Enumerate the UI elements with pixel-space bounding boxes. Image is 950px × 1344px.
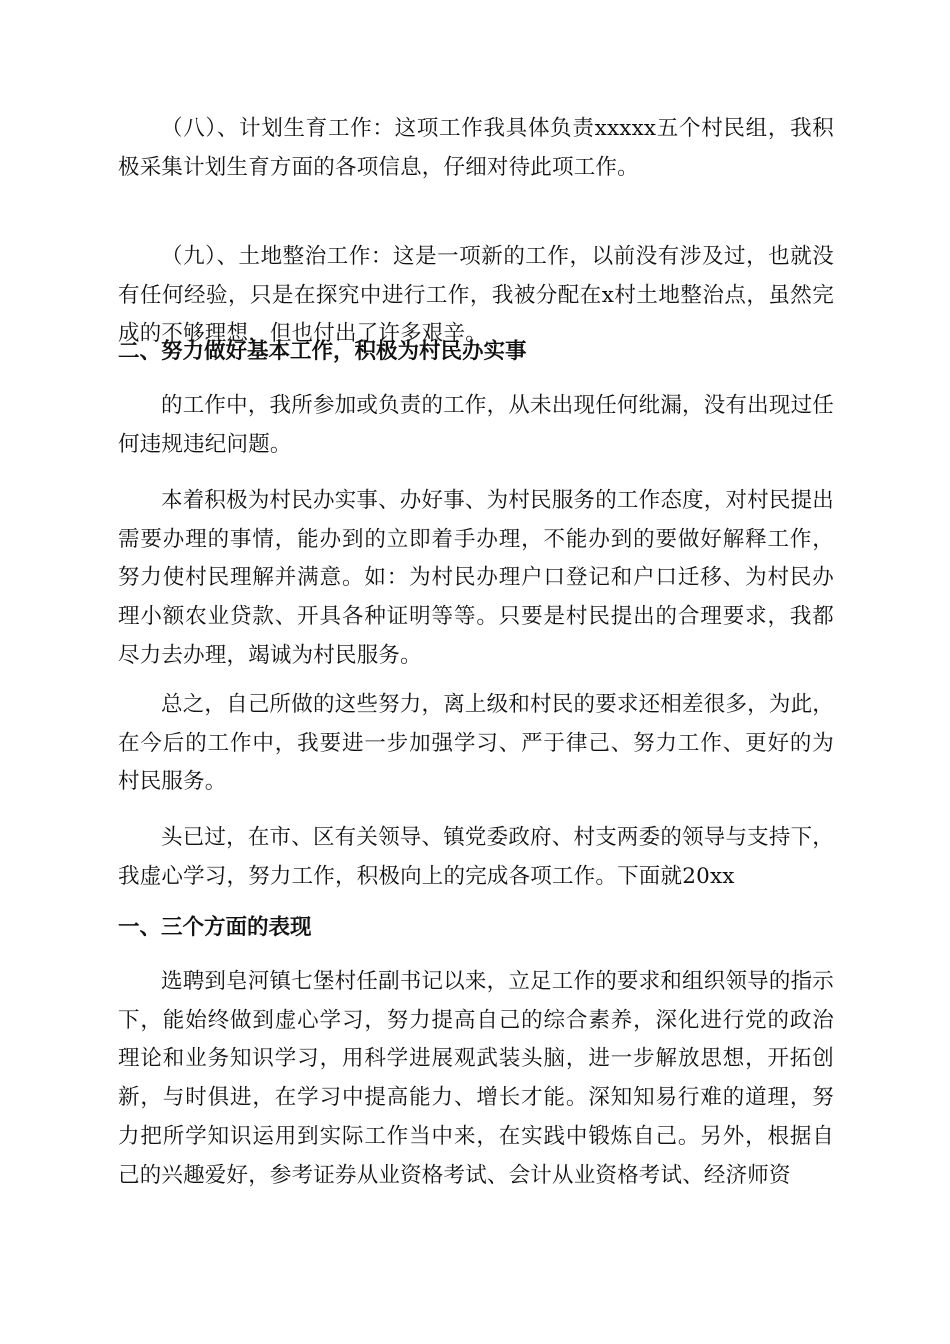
paragraph-summary: 总之，自己所做的这些努力，离上级和村民的要求还相差很多，为此，在今后的工作中，我要进一步加强学习、严于律己、努力工作、更好的为村民服务。 <box>118 692 834 795</box>
paragraph-family-planning: （八）、计划生育工作：这项工作我具体负责xxxxx五个村民组，我积极采集计划生育方面的各项信息，仔细对待此项工作。 <box>118 116 834 180</box>
paragraph-land-remediation: （九）、土地整治工作：这是一项新的工作，以前没有涉及过，也就没有任何经验，只是在探究中进行工作，我被分配在x村土地整治点，虽然完成的不够理想，但也付出了许多艰辛。 <box>118 244 834 347</box>
paragraph-no-errors: 的工作中，我所参加或负责的工作，从未出现任何纰漏，没有出现过任何违规违纪问题。 <box>118 393 834 457</box>
paragraph-learning: 选聘到皂河镇七堡村任副书记以来，立足工作的要求和组织领导的指示下，能始终做到虚心学习，努力提高自己的综合素养，深化进行党的政治理论和业务知识学习，用科学进展观武装头脑，进一步解放思想，开拓创新，与时俱进，在学习中提高能力、增长才能。深知知易行难的道理，努力把所学知识运用到实际工作当中来，在实践中锻炼自己。另外，根据自己的兴趣爱好，参考证券从业资格考试、会计从业资格考试、经济师资 <box>118 969 834 1188</box>
paragraph-serve-villagers: 本着积极为村民办实事、办好事、为村民服务的工作态度，对村民提出需要办理的事情，能办到的立即着手办理，不能办到的要做好解释工作，努力使村民理解并满意。如：为村民办理户口登记和户口迁移、为村民办理小额农业贷款、开具各种证明等等。只要是村民提出的合理要求，我都尽力去办理，竭诚为村民服务。 <box>118 488 834 668</box>
paragraph-year-review: 头已过，在市、区有关领导、镇党委政府、村支两委的领导与支持下，我虚心学习，努力工作，积极向上的完成各项工作。下面就20xx <box>118 825 834 889</box>
section-heading-2: 二、努力做好基本工作，积极为村民办实事 <box>118 339 527 364</box>
section-heading-1: 一、三个方面的表现 <box>118 915 312 940</box>
